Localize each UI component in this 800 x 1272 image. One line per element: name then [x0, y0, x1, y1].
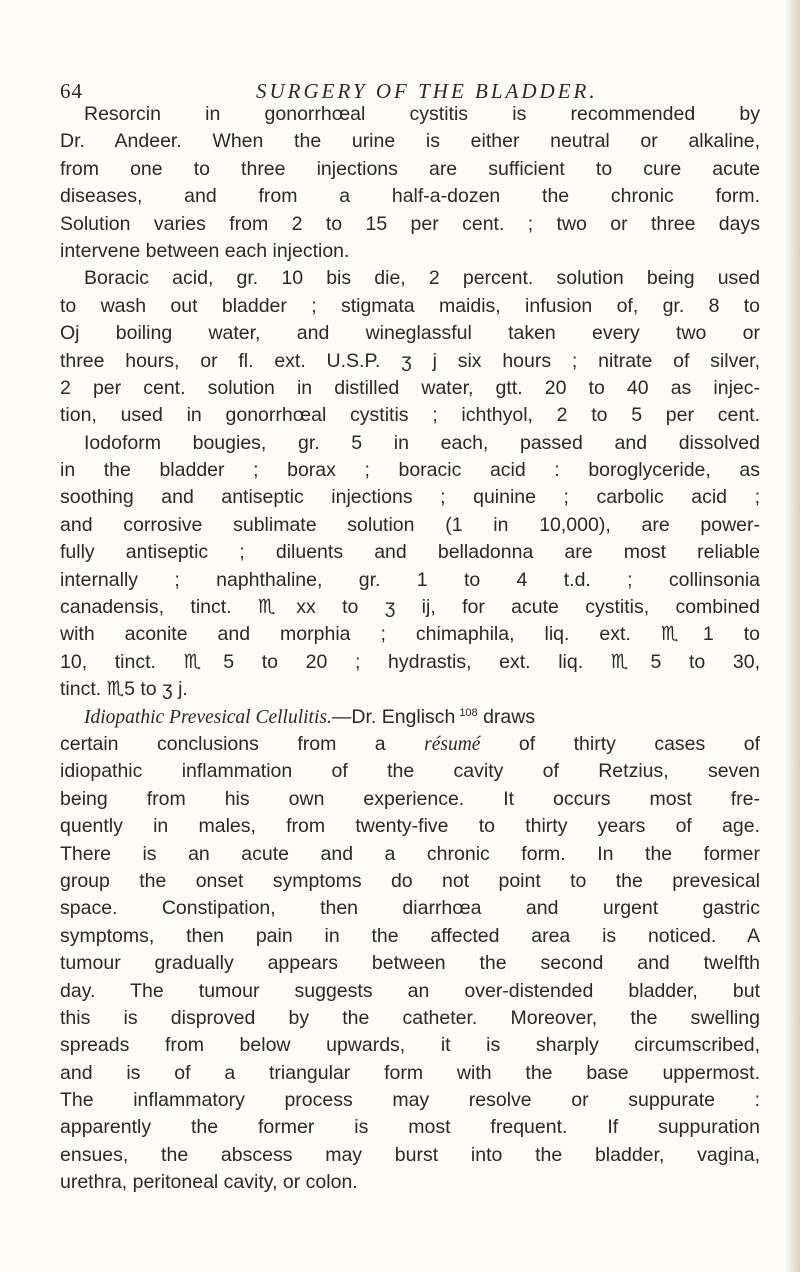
- text-line: apparently the former is most frequent. If suppuration: [60, 1116, 760, 1139]
- text-line: The inflammatory process may resolve or suppurate :: [60, 1089, 760, 1112]
- section-heading: Idiopathic Prevesical Cellulitis.: [84, 706, 332, 728]
- text-line: diseases, and from a half-a-dozen the chronic form.: [60, 185, 760, 208]
- section-first-line-text: —Dr. Englisch: [331, 705, 456, 728]
- text-line: There is an acute and a chronic form. In the former: [60, 842, 760, 865]
- text-line: space. Constipation, then diarrhœa and urgent gastric: [60, 897, 760, 920]
- text-line: 10, tinct. ♏5 to 20 ; hydrastis, ext. liq. ♏5 to 30,: [60, 650, 760, 673]
- text-line: spreads from below upwards, it is sharply circumscribed,: [60, 1034, 760, 1057]
- page-edge-shadow: [784, 0, 800, 1272]
- text-line: canadensis, tinct. ♏xx to ʒ ij, for acute cystitis, combined: [60, 596, 760, 619]
- text-line: Oj boiling water, and wineglassful taken every two or: [60, 322, 760, 345]
- text-line: Iodoform bougies, gr. 5 in each, passed and dissolved: [84, 431, 760, 454]
- text-line: Boracic acid, gr. 10 bis die, 2 percent. solution being used: [84, 267, 760, 290]
- text-line: and corrosive sublimate solution (1 in 10,000), are power-: [60, 513, 760, 536]
- text-line: idiopathic inflammation of the cavity of Retzius, seven: [60, 760, 760, 783]
- text-line: urethra, peritoneal cavity, or colon.: [60, 1171, 358, 1194]
- body-text: [60, 101, 760, 1197]
- resume-word: résumé: [424, 733, 481, 755]
- text-line: this is disproved by the catheter. Moreover, the swelling: [60, 1006, 760, 1029]
- text-line: tion, used in gonorrhœal cystitis ; ichthyol, 2 to 5 per cent.: [60, 404, 760, 427]
- text-line: 2 per cent. solution in distilled water, gtt. 20 to 40 as injec-: [60, 376, 760, 399]
- text-line: three hours, or fl. ext. U.S.P. ʒ j six hours ; nitrate of silver,: [60, 349, 760, 372]
- text-line: day. The tumour suggests an over-distended bladder, but: [60, 979, 760, 1002]
- text-line: Resorcin in gonorrhœal cystitis is recommended by: [84, 103, 760, 125]
- text-line: to wash out bladder ; stigmata maidis, infusion of, gr. 8 to: [60, 294, 760, 317]
- footnote-ref: 108: [459, 706, 478, 719]
- text-line: certain conclusions from a résumé of thirty cases of: [60, 732, 760, 755]
- text-line: fully antiseptic ; diluents and belladonna are most reliable: [60, 541, 760, 564]
- text-line: internally ; naphthaline, gr. 1 to 4 t.d. ; collinsonia: [60, 568, 760, 591]
- text-line: group the onset symptoms do not point to the prevesical: [60, 869, 760, 892]
- text-line: tinct. ♏5 to ʒ j.: [60, 678, 188, 701]
- running-title: SURGERY OF THE BLADDER.: [256, 79, 598, 103]
- text-line: Solution varies from 2 to 15 per cent. ; two or three days: [60, 212, 760, 235]
- page-number: 64: [60, 79, 83, 103]
- text-line: soothing and antiseptic injections ; quinine ; carbolic acid ;: [60, 486, 760, 509]
- text-line: quently in males, from twenty-five to thirty years of age.: [60, 815, 760, 838]
- text-line: Dr. Andeer. When the urine is either neutral or alkaline,: [60, 130, 760, 153]
- text-line: from one to three injections are sufficient to cure acute: [60, 157, 760, 180]
- section-first-line-end: draws: [477, 705, 536, 728]
- text-line: symptoms, then pain in the affected area is noticed. A: [60, 924, 760, 947]
- text-line: intervene between each injection.: [60, 239, 350, 262]
- text-line: and is of a triangular form with the base uppermost.: [60, 1061, 760, 1084]
- text-line: in the bladder ; borax ; boracic acid : boroglyceride, as: [60, 459, 760, 482]
- text-line: with aconite and morphia ; chimaphila, liq. ext. ♏1 to: [60, 623, 760, 646]
- section-first-line: [60, 704, 760, 731]
- text-line: tumour gradually appears between the second and twelfth: [60, 952, 760, 975]
- text-line: ensues, the abscess may burst into the bladder, vagina,: [60, 1143, 760, 1166]
- text-line: being from his own experience. It occurs most fre-: [60, 787, 760, 810]
